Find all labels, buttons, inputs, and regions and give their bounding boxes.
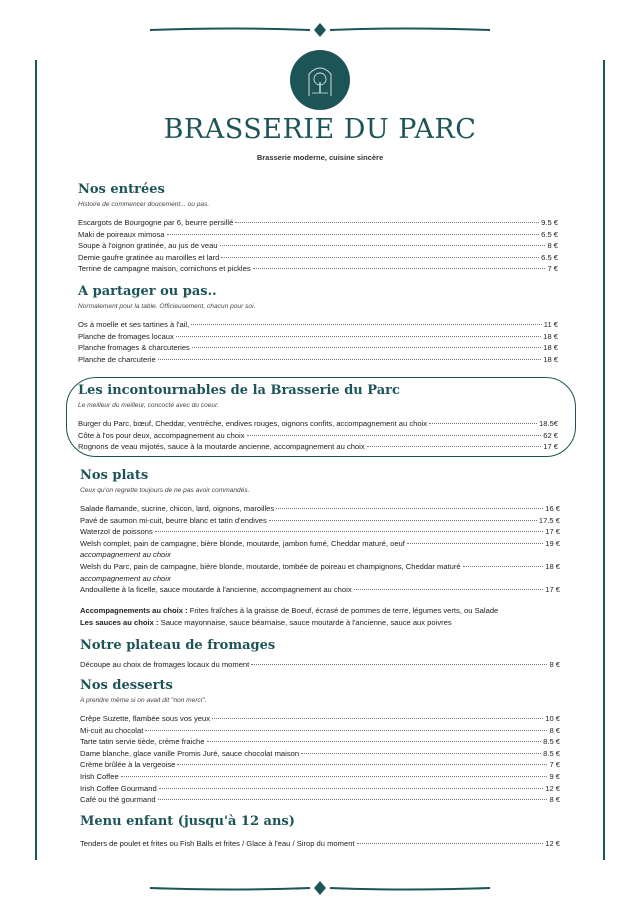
item-name: Demie gaufre gratinée au maroilles et lard — [78, 252, 220, 262]
item-name: Terrine de campagne maison, cornichons et pickles — [78, 264, 251, 274]
menu-item — [78, 354, 558, 366]
dot-leader — [429, 423, 537, 424]
item-name: Café ou thé gourmand — [80, 795, 156, 805]
dot-leader — [221, 257, 539, 258]
menu-item — [78, 229, 558, 241]
menu-item — [80, 584, 560, 596]
dot-leader — [176, 336, 541, 337]
item-price: 19 € — [545, 538, 560, 548]
logo — [290, 50, 350, 110]
item-price: 8 € — [549, 795, 560, 805]
left-border-line — [35, 60, 37, 860]
item-name: Soupe à l'oignon gratinée, au jus de veau — [78, 241, 218, 251]
item-price: 18.5€ — [538, 419, 558, 428]
menu-item — [80, 794, 560, 806]
section-title: Menu enfant (jusqu'à 12 ans) — [80, 814, 295, 829]
item-name: Planche fromages & charcuteries — [78, 343, 190, 353]
item-name: Découpe au choix de fromages locaux du moment — [80, 660, 250, 669]
dot-leader — [220, 245, 546, 246]
item-name: Welsh complet, pain de campagne, bière blonde, moutarde, jambon fumé, Cheddar maturé, oeuf — [80, 538, 405, 548]
right-border-line — [603, 60, 605, 860]
item-continuation: accompagnement au choix — [80, 573, 171, 583]
section-subtitle: A prendre même si on avait dit "non merci". — [80, 697, 207, 704]
dot-leader — [354, 589, 544, 590]
menu-item — [80, 759, 560, 771]
dot-leader — [158, 359, 542, 360]
item-price: 12 € — [545, 839, 560, 848]
item-name: Irish Coffee — [80, 771, 119, 781]
menu-item — [80, 725, 560, 737]
dot-leader — [207, 741, 542, 742]
dot-leader — [145, 730, 547, 731]
dot-leader — [167, 234, 540, 235]
item-name: Tenders de poulet et frites ou Fish Balls et frites / Glace à l'eau / Sirop du moment — [80, 839, 355, 848]
dot-leader — [247, 435, 542, 436]
section-subtitle: Histoire de commencer doucement... ou pas. — [78, 201, 210, 208]
item-price: 18 € — [543, 331, 558, 341]
menu-item — [80, 538, 560, 550]
item-price: 8 € — [547, 241, 558, 251]
menu-item — [78, 217, 558, 229]
item-price: 7 € — [549, 760, 560, 770]
section-title: Nos desserts — [80, 678, 173, 693]
item-name: Planche de fromages locaux — [78, 331, 174, 341]
item-name: Rognons de veau mijotés, sauce à la moutarde ancienne, accompagnement au choix — [78, 442, 365, 452]
item-name: Waterzoï de poissons — [80, 527, 153, 537]
item-name: Escargots de Bourgogne par 6, beurre persillé — [78, 218, 234, 227]
dot-leader — [253, 268, 546, 269]
menu-item — [80, 659, 560, 671]
dot-leader — [192, 347, 541, 348]
section-title: A partager ou pas.. — [78, 284, 217, 299]
item-price: 8.5 € — [543, 737, 560, 747]
menu-item — [80, 736, 560, 748]
menu-item — [78, 342, 558, 354]
dot-leader — [155, 531, 543, 532]
dot-leader — [159, 788, 544, 789]
item-price: 8.5 € — [543, 748, 560, 758]
dot-leader — [276, 508, 543, 509]
item-price: 17 € — [543, 442, 558, 452]
dot-leader — [121, 776, 548, 777]
dot-leader — [177, 764, 547, 765]
bottom-ornament-icon — [150, 881, 490, 895]
dot-leader — [357, 843, 544, 844]
item-price: 6.5 € — [541, 229, 558, 239]
dot-leader — [269, 520, 537, 521]
menu-item — [80, 748, 560, 760]
item-price: 12 € — [545, 783, 560, 793]
item-name: Mi-cuit au chocolat — [80, 725, 144, 735]
sauces-label: Les sauces au choix : — [80, 618, 159, 627]
menu-item — [80, 713, 560, 725]
item-name: Pavé de saumon mi-cuit, beurre blanc et tatin d'endives — [80, 515, 267, 525]
accompaniments-note — [80, 605, 560, 617]
dot-leader — [367, 446, 542, 447]
section-entrees — [78, 182, 558, 275]
menu-item — [78, 418, 558, 430]
item-price: 62 € — [543, 430, 558, 440]
item-price: 16 € — [545, 504, 560, 513]
menu-item — [78, 319, 558, 331]
item-name: Dame blanche, glace vanille Promis Juré, sauce chocolat maison — [80, 748, 300, 758]
section-title: Nos plats — [80, 468, 149, 483]
accompaniments-label: Accompagnements au choix : — [80, 606, 188, 615]
section-desserts — [80, 678, 560, 806]
sauces-note — [80, 617, 560, 629]
menu-item — [78, 331, 558, 343]
section-subtitle: Normalement pour la table. Officieusement, chacun pour soi. — [78, 303, 256, 310]
dot-leader — [158, 799, 548, 800]
menu-item — [78, 263, 558, 275]
section-plats — [80, 468, 560, 596]
section-title: Les incontournables de la Brasserie du Parc — [78, 383, 400, 398]
item-price: 17 € — [545, 585, 560, 595]
menu-item — [78, 441, 558, 453]
dot-leader — [191, 324, 542, 325]
section-subtitle: Le meilleur du meilleur, concocté avec du coeur. — [78, 402, 219, 409]
dot-leader — [463, 566, 544, 567]
menu-item — [80, 515, 560, 527]
dot-leader — [251, 664, 547, 665]
dot-leader — [212, 718, 543, 719]
section-partager — [78, 284, 558, 365]
menu-item — [80, 561, 560, 573]
item-price: 8 € — [549, 725, 560, 735]
top-ornament-icon — [150, 23, 490, 37]
dot-leader — [235, 222, 539, 223]
menu-item — [80, 783, 560, 795]
restaurant-name: BRASSERIE DU PARC — [163, 114, 477, 145]
accompaniments-text: Frites fraîches à la graisse de Boeuf, écrasé de pommes de terre, légumes verts, ou Salade — [187, 606, 499, 615]
section-enfant — [80, 814, 560, 850]
dot-leader — [301, 753, 541, 754]
item-price: 18 € — [545, 561, 560, 571]
item-price: 9.5 € — [541, 218, 558, 227]
section-fromages — [80, 638, 560, 671]
item-price: 9 € — [549, 771, 560, 781]
dot-leader — [407, 543, 543, 544]
menu-item — [78, 430, 558, 442]
item-name: Tarte tatin servie tiède, crème fraiche — [80, 737, 205, 747]
item-price: 7 € — [547, 264, 558, 274]
menu-item — [80, 526, 560, 538]
item-name: Côte à l'os pour deux, accompagnement au choix — [78, 430, 245, 440]
item-price: 6.5 € — [541, 252, 558, 262]
item-price: 8 € — [549, 660, 560, 669]
item-name: Os à moelle et ses tartines à l'ail, — [78, 320, 190, 329]
item-continuation: accompagnement au choix — [80, 550, 171, 560]
item-price: 17 € — [545, 527, 560, 537]
menu-item — [80, 838, 560, 850]
item-name: Crêpe Suzette, flambée sous vos yeux — [80, 714, 211, 723]
item-price: 18 € — [543, 343, 558, 353]
section-title: Notre plateau de fromages — [80, 638, 276, 653]
item-price: 10 € — [545, 714, 560, 723]
item-name: Salade flamande, sucrine, chicon, lard, oignons, maroilles — [80, 504, 275, 513]
tagline: Brasserie moderne, cuisine sincère — [256, 153, 384, 162]
menu-item — [80, 771, 560, 783]
section-incontournables — [78, 383, 558, 453]
section-subtitle: Ceux qu'on regrette toujours de ne pas avoir commandés. — [80, 487, 250, 494]
item-name: Maki de poireaux mimosa — [78, 229, 165, 239]
item-name: Irish Coffee Gourmand — [80, 783, 157, 793]
item-name: Planche de charcuterie — [78, 354, 156, 364]
menu-item — [78, 240, 558, 252]
item-name: Andouillette à la ficelle, sauce moutarde à l'ancienne, accompagnement au choix — [80, 585, 352, 595]
item-price: 11 € — [543, 320, 558, 329]
menu-item — [78, 252, 558, 264]
item-price: 17.5 € — [538, 515, 560, 525]
menu-item — [80, 503, 560, 515]
section-title: Nos entrées — [78, 182, 165, 197]
item-name: Crème brûlée à la vergeoise — [80, 760, 176, 770]
item-name: Welsh du Parc, pain de campagne, bière blonde, moutarde, tombée de poireau et champignons, Cheddar maturé — [80, 561, 461, 571]
tree-emblem-icon — [290, 50, 350, 110]
item-price: 18 € — [543, 354, 558, 364]
sauces-text: Sauce mayonnaise, sauce béarnaise, sauce moutarde à l'ancienne, sauce aux poivres — [158, 618, 452, 627]
item-name: Burger du Parc, bœuf, Cheddar, ventrèche, endives rouges, oignons confits, accompagnement au choix — [78, 419, 428, 428]
